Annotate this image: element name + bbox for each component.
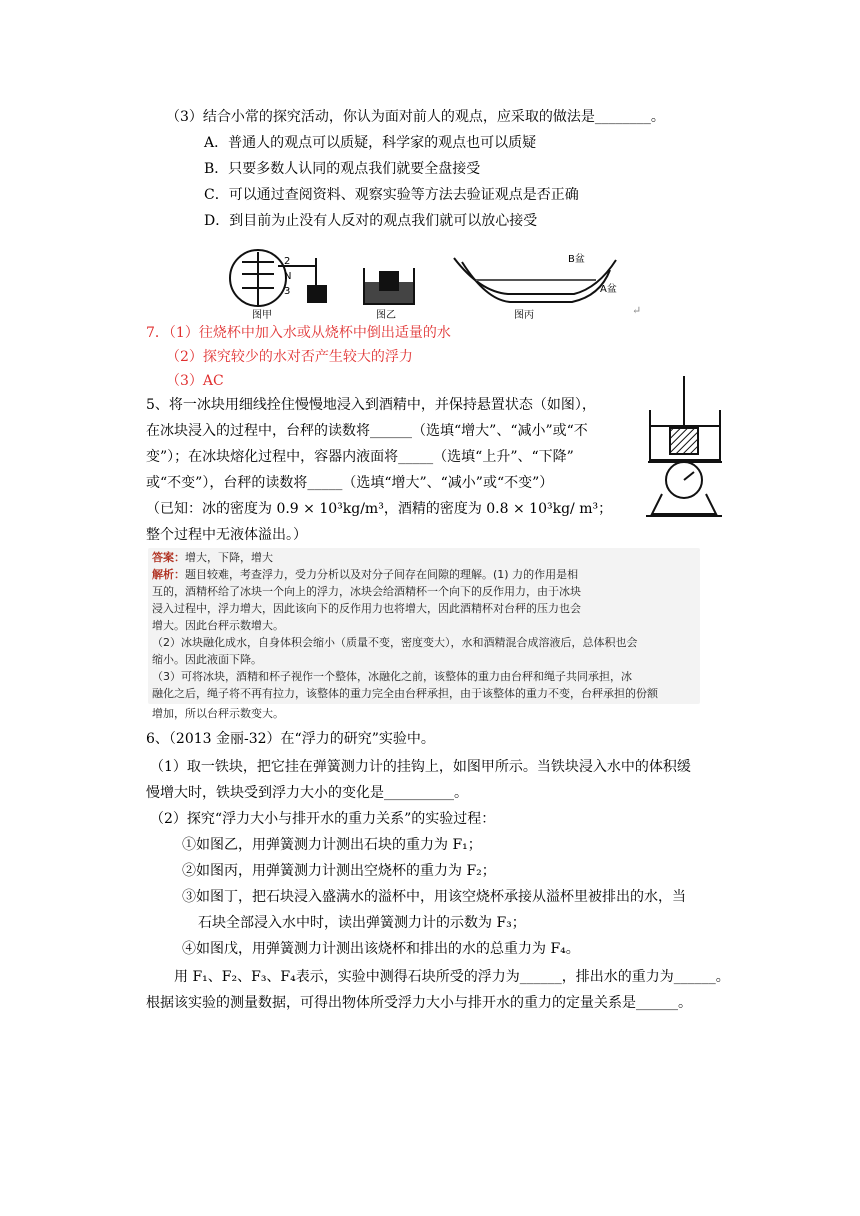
answer5-box — [148, 548, 700, 704]
analysis-line-2: 互的，酒精杯给了冰块一个向上的浮力，冰块会给酒精杯一个向下的反作用力，由于冰块 — [152, 585, 581, 598]
answer-label: 答案： — [152, 551, 185, 564]
answer-text: 增大，下降，增大 — [185, 551, 273, 564]
q3-option-a: A．普通人的观点可以质疑，科学家的观点也可以质疑 — [204, 135, 537, 151]
q6-final-line2: 根据该实验的测量数据，可得出物体所受浮力大小与排开水的重力的定量关系是______。 — [146, 995, 692, 1011]
analysis-line-6: 缩小。因此液面下降。 — [152, 653, 262, 666]
q5-line-4: 或“不变”），台秤的读数将_____（选填“增大”、“减小”或“不变”） — [146, 475, 554, 491]
ice-scale-drawing — [640, 376, 740, 526]
q5-line-1: 5、将一冰块用细线拴住慢慢地浸入到酒精中，并保持悬置状态（如图）， — [146, 397, 596, 413]
ice-scale-figure — [640, 376, 740, 526]
q6-step-3-cont: 石块全部浸入水中时，读出弹簧测力计的示数为 F₃； — [198, 915, 526, 931]
q6-part2: （2）探究“浮力大小与排开水的重力关系”的实验过程： — [150, 811, 496, 827]
q5-line-2: 在冰块浸入的过程中，台秤的读数将______（选填“增大”、“减小”或“不 — [146, 423, 588, 439]
q3-option-b: B．只要多数人认同的观点我们就要全盘接受 — [204, 161, 481, 177]
q5-line-5: （已知：冰的密度为 0.9 × 10³kg/m³，酒精的密度为 0.8 × 10³kg/ m³； — [146, 501, 613, 517]
beaker-figure — [364, 268, 414, 304]
answer7-line-1: 7．（1）往烧杯中加入水或从烧杯中倒出适量的水 — [146, 325, 451, 341]
analysis-line-7: （3）可将冰块，酒精和杯子视作一个整体，冰融化之前，该整体的重力由台秤和绳子共同承担，冰 — [152, 670, 632, 683]
q3-option-c: C．可以通过查阅资料、观察实验等方法去验证观点是否正确 — [204, 187, 579, 203]
q6-final-line1: 用 F₁、F₂、F₃、F₄表示，实验中测得石块所受的浮力为______，排出水的重力为______。 — [174, 969, 730, 985]
return-mark: ↵ — [632, 304, 642, 317]
figure-label-jia: 图甲 — [252, 310, 272, 320]
basin-figure — [454, 258, 616, 302]
analysis-line-8: 融化之后，绳子将不再有拉力，该整体的重力完全由台秤承担，由于该整体的重力不变，台秤承担的份额 — [152, 687, 658, 700]
q6-part1-line2: 慢增大时，铁块受到浮力大小的变化是__________。 — [146, 785, 468, 801]
q6-step-4: ④如图戊，用弹簧测力计测出该烧杯和排出的水的总重力为 F₄。 — [182, 941, 580, 957]
q5-line-6: 整个过程中无液体溢出。） — [146, 527, 307, 543]
q6-title: 6、（2013 金丽-32）在“浮力的研究”实验中。 — [146, 731, 435, 747]
analysis-line-4: 增大。因此台秤示数增大。 — [152, 619, 284, 632]
analysis-label: 解析： — [152, 568, 185, 581]
scale-mark-2: 2 — [284, 256, 291, 267]
analysis-line-1: 题目较难，考查浮力，受力分析以及对分子间存在间隙的理解。(1) 力的作用是相 — [185, 568, 579, 581]
q6-part1-line1: （1）取一铁块，把它挂在弹簧测力计的挂钩上，如图甲所示。当铁块浸入水中的体积缓 — [150, 759, 691, 775]
salt-label-b: B盆 — [568, 254, 585, 265]
spring-scale-figure — [230, 250, 326, 306]
analysis-line-9: 增加，所以台秤示数变大。 — [152, 707, 284, 720]
salt-label-a: A盆 — [600, 284, 617, 295]
q3-stem: （3）结合小常的探究活动，你认为面对前人的观点，应采取的做法是________。 — [166, 109, 665, 125]
figure-label-bing: 图丙 — [514, 310, 534, 320]
q6-step-3: ③如图丁，把石块浸入盛满水的溢杯中，用该空烧杯承接从溢杯里被排出的水，当 — [182, 889, 686, 905]
q3-option-d: D．到目前为止没有人反对的观点我们就可以放心接受 — [204, 213, 538, 229]
answer7-line-3: （3）AC — [166, 373, 224, 389]
figure-label-yi: 图乙 — [376, 310, 396, 320]
q5-line-3: 变”）；在冰块熔化过程中，容器内液面将_____（选填“上升”、“下降” — [146, 449, 574, 465]
scale-mark-n: N — [284, 271, 292, 282]
analysis-line-3: 浸入过程中，浮力增大，因此该向下的反作用力也将增大，因此酒精杯对台秤的压力也会 — [152, 602, 581, 615]
analysis-line-5: （2）冰块融化成水，自身体积会缩小（质量不变，密度变大），水和酒精混合成溶液后，总体积也会 — [152, 636, 638, 649]
q6-step-1: ①如图乙，用弹簧测力计测出石块的重力为 F₁； — [182, 837, 482, 853]
figure-strip-drawing — [218, 248, 618, 320]
figure-strip — [218, 248, 618, 320]
answer7-line-2: （2）探究较少的水对否产生较大的浮力 — [166, 349, 413, 365]
q6-step-2: ②如图丙，用弹簧测力计测出空烧杯的重力为 F₂； — [182, 863, 496, 879]
scale-mark-3: 3 — [284, 286, 291, 297]
